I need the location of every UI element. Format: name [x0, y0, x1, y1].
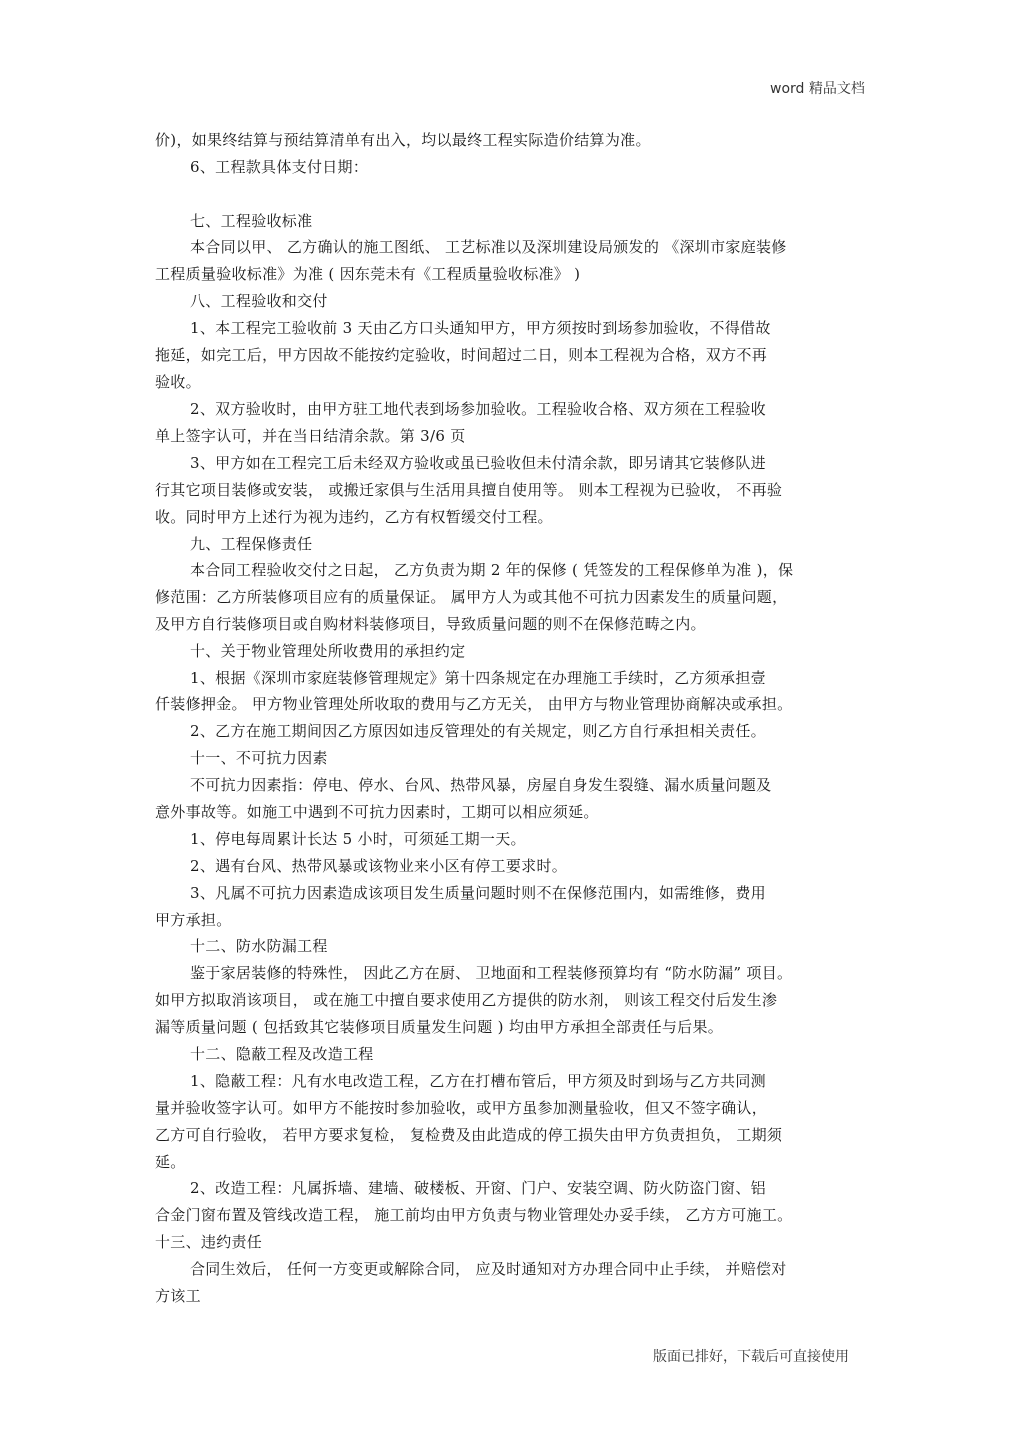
text-line: 价)，如果终结算与预结算清单有出入，均以最终工程实际造价结算为准。	[155, 131, 651, 149]
text-line: 工程质量验收标准》为准 ( 因东莞未有《工程质量验收标准》 )	[155, 265, 581, 283]
text-line: 拖延，如完工后，甲方因故不能按约定验收，时间超过二日，则本工程视为合格，双方不再	[155, 346, 768, 364]
text-line: 合同生效后， 任何一方变更或解除合同， 应及时通知对方办理合同中止手续， 并赔偿对	[190, 1260, 787, 1278]
text-line: 2、改造工程：凡属拆墙、建墙、破楼板、开窗、门户、安装空调、防火防盗门窗、铝	[190, 1179, 766, 1197]
text-line: 不可抗力因素指：停电、停水、台风、热带风暴，房屋自身发生裂缝、漏水质量问题及	[190, 776, 772, 794]
section-heading: 十一、不可抗力因素	[190, 749, 328, 767]
text-line: 1、停电每周累计长达 5 小时，可须延工期一天。	[190, 830, 526, 848]
text-line: 方该工	[155, 1287, 201, 1305]
text-line: 1、本工程完工验收前 3 天由乙方口头通知甲方，甲方须按时到场参加验收，不得借故	[190, 319, 771, 337]
text-line: 单上签字认可，并在当日结清余款。第 3/6 页	[155, 427, 466, 445]
section-heading: 十二、隐蔽工程及改造工程	[190, 1045, 374, 1063]
text-line: 本合同以甲、 乙方确认的施工图纸、 工艺标准以及深圳建设局颁发的 《深圳市家庭装修	[190, 238, 787, 256]
text-line: 1、隐蔽工程：凡有水电改造工程，乙方在打槽布管后，甲方须及时到场与乙方共同测	[190, 1072, 766, 1090]
section-heading: 七、工程验收标准	[190, 212, 313, 230]
text-line: 验收。	[155, 373, 201, 391]
text-line: 漏等质量问题 ( 包括致其它装修项目质量发生问题 ) 均由甲方承担全部责任与后果。	[155, 1018, 724, 1036]
text-line: 量并验收签字认可。如甲方不能按时参加验收，或甲方虽参加测量验收，但又不签字确认，	[155, 1099, 768, 1117]
section-heading: 十三、违约责任	[155, 1233, 263, 1251]
text-line: 3、甲方如在工程完工后未经双方验收或虽已验收但未付清余款，即另请其它装修队进	[190, 454, 766, 472]
text-line: 乙方可自行验收， 若甲方要求复检， 复检费及由此造成的停工损失由甲方负责担负， 工期须	[155, 1126, 783, 1144]
text-line: 2、遇有台风、热带风暴或该物业来小区有停工要求时。	[190, 857, 568, 875]
text-line: 合金门窗布置及管线改造工程， 施工前均由甲方负责与物业管理处办妥手续， 乙方方可施工。	[155, 1206, 793, 1224]
text-line: 意外事故等。如施工中遇到不可抗力因素时，工期可以相应须延。	[155, 803, 599, 821]
text-line: 收。同时甲方上述行为视为违约，乙方有权暂缓交付工程。	[155, 508, 553, 526]
text-line: 3、凡属不可抗力因素造成该项目发生质量问题时则不在保修范围内，如需维修，费用	[190, 884, 766, 902]
text-line: 2、乙方在施工期间因乙方原因如违反管理处的有关规定，则乙方自行承担相关责任。	[190, 722, 766, 740]
text-line: 6、工程款具体支付日期：	[190, 158, 369, 176]
section-heading: 九、工程保修责任	[190, 535, 313, 553]
text-line: 2、双方验收时，由甲方驻工地代表到场参加验收。工程验收合格、双方须在工程验收	[190, 400, 766, 418]
text-line: 鉴于家居装修的特殊性， 因此乙方在厨、 卫地面和工程装修预算均有 “防水防漏” 项目。	[190, 964, 793, 982]
text-line: 1、根据《深圳市家庭装修管理规定》第十四条规定在办理施工手续时，乙方须承担壹	[190, 669, 766, 687]
text-line: 及甲方自行装修项目或自购材料装修项目，导致质量问题的则不在保修范畴之内。	[155, 615, 706, 633]
page-header: word 精品文档	[770, 81, 865, 97]
text-line: 仟装修押金。 甲方物业管理处所收取的费用与乙方无关， 由甲方与物业管理协商解决或承担。	[155, 695, 793, 713]
text-line: 本合同工程验收交付之日起， 乙方负责为期 2 年的保修 ( 凭签发的工程保修单为准 )，保	[190, 561, 794, 579]
text-line: 修范围：乙方所装修项目应有的质量保证。 属甲方人为或其他不可抗力因素发生的质量问题，	[155, 588, 788, 606]
text-line: 延。	[155, 1153, 186, 1171]
page-footer: 版面已排好，下载后可直接使用	[653, 1349, 849, 1365]
text-line: 行其它项目装修或安装， 或搬迁家俱与生活用具擅自使用等。 则本工程视为已验收， 不再验	[155, 481, 783, 499]
text-line: 甲方承担。	[155, 911, 232, 929]
section-heading: 八、工程验收和交付	[190, 292, 328, 310]
section-heading: 十、关于物业管理处所收费用的承担约定	[190, 642, 466, 660]
section-heading: 十二、防水防漏工程	[190, 937, 328, 955]
text-line: 如甲方拟取消该项目， 或在施工中擅自要求使用乙方提供的防水剂， 则该工程交付后发生渗	[155, 991, 778, 1009]
